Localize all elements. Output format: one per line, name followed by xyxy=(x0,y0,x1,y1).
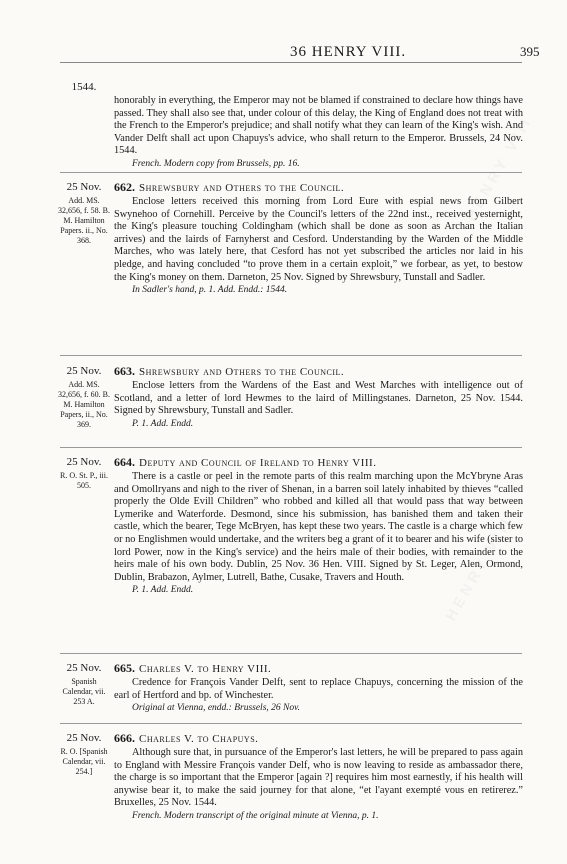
entry-body: Enclose letters received this morning from Lord Eure with espial news from Gilbert Swynehoo of Cornehill. Perceive by the Council's letters of the 22nd inst., received yesternight, the King's pleasure touching Coldingham (which shall be done as soon as Archan the Italian arrives) and the lairds of Farnyherst and Cesford. Understanding by the Warden of the Middle Marches, who was lately here, that Cesford has not yet subscribed the articles nor laid in his pledge, and having concluded “to prove them in a certain exploit,” we forbear, as yet, to bestow the King's money on them. Darneton, 25 Nov. Signed by Shrewsbury, Tunstall and Sadler. xyxy=(114,196,523,283)
margin-note xyxy=(58,364,110,430)
entry-body: Enclose letters from the Wardens of the East and West Marches with intelligence out of Scotland, and a letter of lord Hewmes to the laird of Millingstanes. Darneton, 25 Nov. 1544. Signed by Shrewsbury, Tunstall and Sadler. xyxy=(114,380,523,417)
margin-date: 25 Nov. xyxy=(66,181,102,193)
entry-note: P. 1. Add. Endd. xyxy=(132,585,194,596)
entry-heading: Shrewsbury and Others to the Council. xyxy=(139,182,345,194)
entry-body: There is a castle or peel in the remote parts of this realm marching upon the McYbryne Aras and Omollryans and nigh to the river of Shenan, in a barren soil lately inhabited by thieves “called properly the Olde Evill Children” who robbed and killed all that would pass that way between Lymerike and Waterforde. Desmond, since his submission, has banished them and taken their castle, which the bearer, Tege McBryen, has kept these two years. The castle is a charge which few or no Englishmen would undertake, and the writers beg a grant of it to bearer and his wife (sister to lord Power, now in the King's service) and the heirs male of their bodies, with remainder to the heirs male of his own body. Dublin, 25 Nov. 36 Hen. VIII. Signed by St. Leger, Alen, Ormond, Dublin, Brabazon, Aylmer, Lutrell, Bathe, Cusake, Travers and Houth. xyxy=(114,471,523,583)
margin-date: 25 Nov. xyxy=(66,732,102,744)
entry-heading: Charles V. to Henry VIII. xyxy=(139,663,272,675)
margin-note xyxy=(58,455,110,491)
entry-662 xyxy=(114,180,523,296)
entry-number: 663. xyxy=(114,364,135,378)
margin-note xyxy=(58,661,110,707)
entry-note: P. 1. Add. Endd. xyxy=(132,418,194,429)
entry-663 xyxy=(114,364,523,430)
entry-number: 665. xyxy=(114,661,135,675)
header-rule xyxy=(60,62,522,63)
entry-heading: Deputy and Council of Ireland to Henry VIII. xyxy=(139,457,377,469)
entry-body: honorably in everything, the Emperor may not be blamed if constrained to declare how things have passed. They shall also see that, under colour of this delay, the King of England does not treat with the French to the Emperor's prejudice; and shall notify what they can learn of the King's wish. And Vander Delft shall act upon Chapuys's advice, who shall return to the Emperor. Brussels, 24 Nov. 1544. xyxy=(114,95,523,157)
entry-666 xyxy=(114,731,523,822)
margin-ref: Add. MS. 32,656, f. 58. B. M. Hamilton Papers. ii., No. 368. xyxy=(58,196,110,245)
margin-date: 25 Nov. xyxy=(66,365,102,377)
entry-number: 664. xyxy=(114,455,135,469)
entry-note: French. Modern copy from Brussels, pp. 16. xyxy=(132,158,300,169)
entry-divider xyxy=(60,653,522,654)
entry-divider xyxy=(60,355,522,356)
margin-note xyxy=(58,80,110,96)
entry-note: French. Modern transcript of the original minute at Vienna, p. 1. xyxy=(132,810,379,821)
entry-heading: Charles V. to Chapuys. xyxy=(139,733,259,745)
margin-ref: Add. MS. 32,656, f. 60. B. M. Hamilton Papers, ii., No. 369. xyxy=(58,380,110,429)
margin-date: 1544. xyxy=(71,81,97,93)
entry-665 xyxy=(114,661,523,714)
entry-divider xyxy=(60,723,522,724)
margin-ref: R. O. St. P., iii. 505. xyxy=(59,471,108,490)
entry-continued xyxy=(114,95,523,170)
running-title: 36 HENRY VIII. xyxy=(290,44,407,60)
entry-body: Credence for François Vander Delft, sent to replace Chapuys, concerning the mission of the earl of Hertford and bp. of Winchester. xyxy=(114,677,523,701)
margin-note xyxy=(58,180,110,246)
entry-heading: Shrewsbury and Others to the Council. xyxy=(139,366,345,378)
entry-note: In Sadler's hand, p. 1. Add. Endd.: 1544. xyxy=(132,285,288,296)
margin-note xyxy=(58,731,110,777)
entry-divider xyxy=(60,447,522,448)
margin-ref: R. O. [Spanish Calendar, vii. 254.] xyxy=(60,747,108,776)
margin-date: 25 Nov. xyxy=(66,456,102,468)
entry-number: 662. xyxy=(114,180,135,194)
entry-664 xyxy=(114,455,523,596)
entry-body: Although sure that, in pursuance of the Emperor's last letters, he will be prepared to pass again to England with Messire François vander Delf, who is now leaving to reside as ambassador there, the charge is so important that the Emperor [again ?] requires him most earnestly, if his health will anywise bear it, to make the said journey for that alone, “et l'ayant exempté vous en retirerez.” Bruxelles, 25 Nov. 1544. xyxy=(114,747,523,809)
entry-note: Original at Vienna, endd.: Brussels, 26 Nov. xyxy=(132,703,300,714)
page-number: 395 xyxy=(520,44,540,59)
entry-divider xyxy=(60,172,522,173)
margin-ref: Spanish Calendar, vii. 253 A. xyxy=(62,677,106,706)
entry-number: 666. xyxy=(114,731,135,745)
margin-date: 25 Nov. xyxy=(66,662,102,674)
